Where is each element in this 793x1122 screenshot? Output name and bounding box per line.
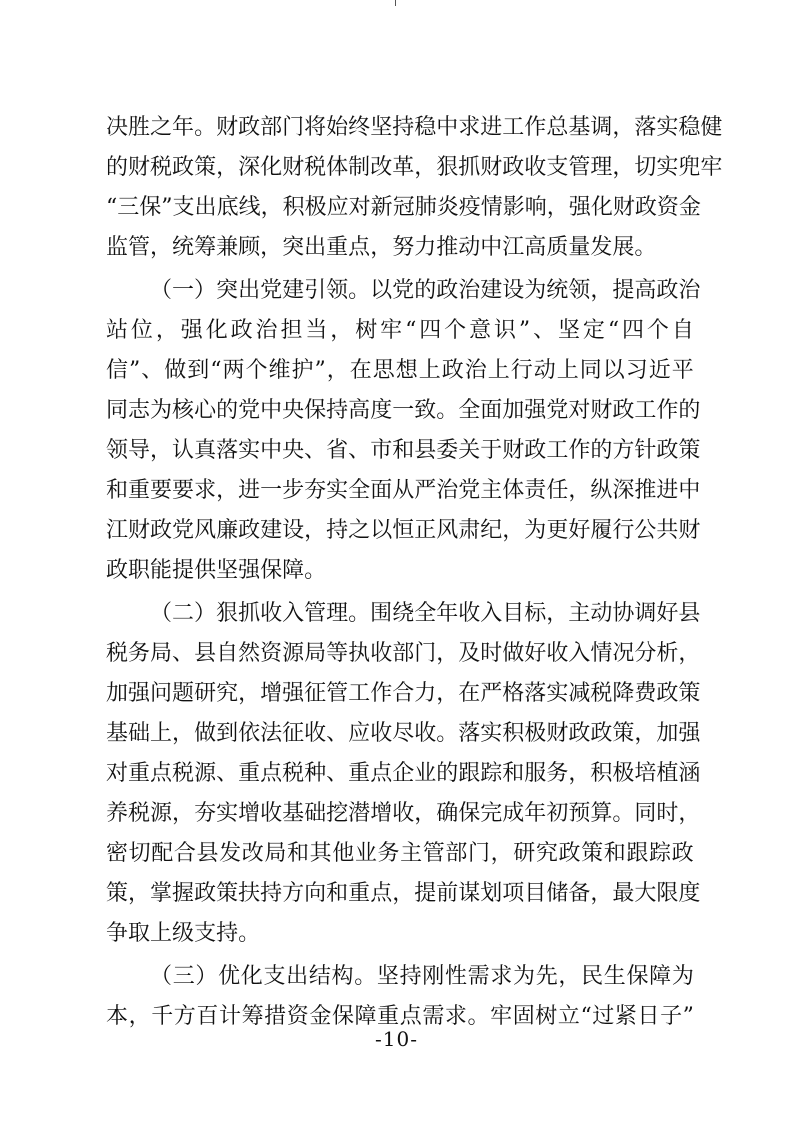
text-line: 争 取 上 级 支 持 。: [106, 921, 261, 946]
text-line: 本 ， 千 方 百 计 筹 措 资 金 保 障 重 点 需 求 。 牢 固 树 立 “ 过 紧 日 子 ”: [106, 1004, 694, 1029]
text-line: 密 切 配 合 县 发 改 局 和 其 他 业 务 主 管 部 门 ， 研 究 政 策 和 跟 踪 政: [106, 841, 694, 866]
text-line: 同 志 为 核 心 的 党 中 央 保 持 高 度 一 致 。 全 面 加 强 党 对 财 政 工 作 的: [106, 398, 701, 423]
text-line: 决 胜 之 年 。 财 政 部 门 将 始 终 坚 持 稳 中 求 进 工 作 总 基 调 ， 落 实 稳 健: [106, 115, 723, 140]
text-line: 江 财 政 党 风 廉 政 建 设 ， 持 之 以 恒 正 风 肃 纪 ， 为 更 好 履 行 公 共 财: [106, 518, 701, 543]
text-line: 信 ” 、 做 到 “ 两 个 维 护 ” ， 在 思 想 上 政 治 上 行 动 上 同 以 习 近 平: [106, 358, 694, 383]
document-body: [106, 108, 723, 1037]
text-line: 策 ， 掌 握 政 策 扶 持 方 向 和 重 点 ， 提 前 谋 划 项 目 储 备 ， 最 大 限 度: [106, 881, 701, 906]
top-edge-mark: [395, 0, 396, 6]
text-line: 税 务 局 、 县 自 然 资 源 局 等 执 收 部 门 ， 及 时 做 好 收 入 情 况 分 析 ，: [106, 641, 701, 666]
paragraph-first-line: （ 三 ） 优 化 支 出 结 构 。 坚 持 刚 性 需 求 为 先 ， 民 生 保 障 为: [150, 964, 694, 989]
page-number: -10-: [375, 1027, 418, 1051]
text-line: “ 三 保 ” 支 出 底 线 ， 积 极 应 对 新 冠 肺 炎 疫 情 影 响 ， 强 化 财 政 资 金: [106, 195, 701, 220]
text-line: 对 重 点 税 源 、 重 点 税 种 、 重 点 企 业 的 跟 踪 和 服 务 ， 积 极 培 植 涵: [106, 761, 701, 786]
paragraph-first-line: （ 二 ） 狠 抓 收 入 管 理 。 围 绕 全 年 收 入 目 标 ， 主 动 协 调 好 县: [150, 601, 701, 626]
text-line: 政 职 能 提 供 坚 强 保 障 。: [106, 558, 327, 583]
text-line: 养 税 源 ， 夯 实 增 收 基 础 挖 潜 增 收 ， 确 保 完 成 年 初 预 算 。 同 时 ，: [106, 801, 701, 826]
text-line: 基 础 上 ， 做 到 依 法 征 收 、 应 收 尽 收 。 落 实 积 极 财 政 政 策 ， 加 强: [106, 721, 701, 746]
text-line: 监 管 ， 统 筹 兼 顾 ， 突 出 重 点 ， 努 力 推 动 中 江 高 质 量 发 展 。: [106, 235, 657, 260]
text-line: 加 强 问 题 研 究 ， 增 强 征 管 工 作 合 力 ， 在 严 格 落 实 减 税 降 费 政 策: [106, 681, 701, 706]
text-line: 站 位 ， 强 化 政 治 担 当 ， 树 牢 “ 四 个 意 识 ” 、 坚 定 “ 四 个 自: [106, 318, 694, 343]
text-line: 和 重 要 要 求 ， 进 一 步 夯 实 全 面 从 严 治 党 主 体 责 任 ， 纵 深 推 进 中: [106, 478, 701, 503]
text-line: 领 导 ， 认 真 落 实 中 央 、 省 、 市 和 县 委 关 于 财 政 工 作 的 方 针 政 策: [106, 438, 701, 463]
paragraph-first-line: （ 一 ） 突 出 党 建 引 领 。 以 党 的 政 治 建 设 为 统 领 ， 提 高 政 治: [150, 278, 701, 303]
text-line: 的 财 税 政 策 ， 深 化 财 税 体 制 改 革 ， 狠 抓 财 政 收 支 管 理 ， 切 实 兜 牢: [106, 155, 723, 180]
